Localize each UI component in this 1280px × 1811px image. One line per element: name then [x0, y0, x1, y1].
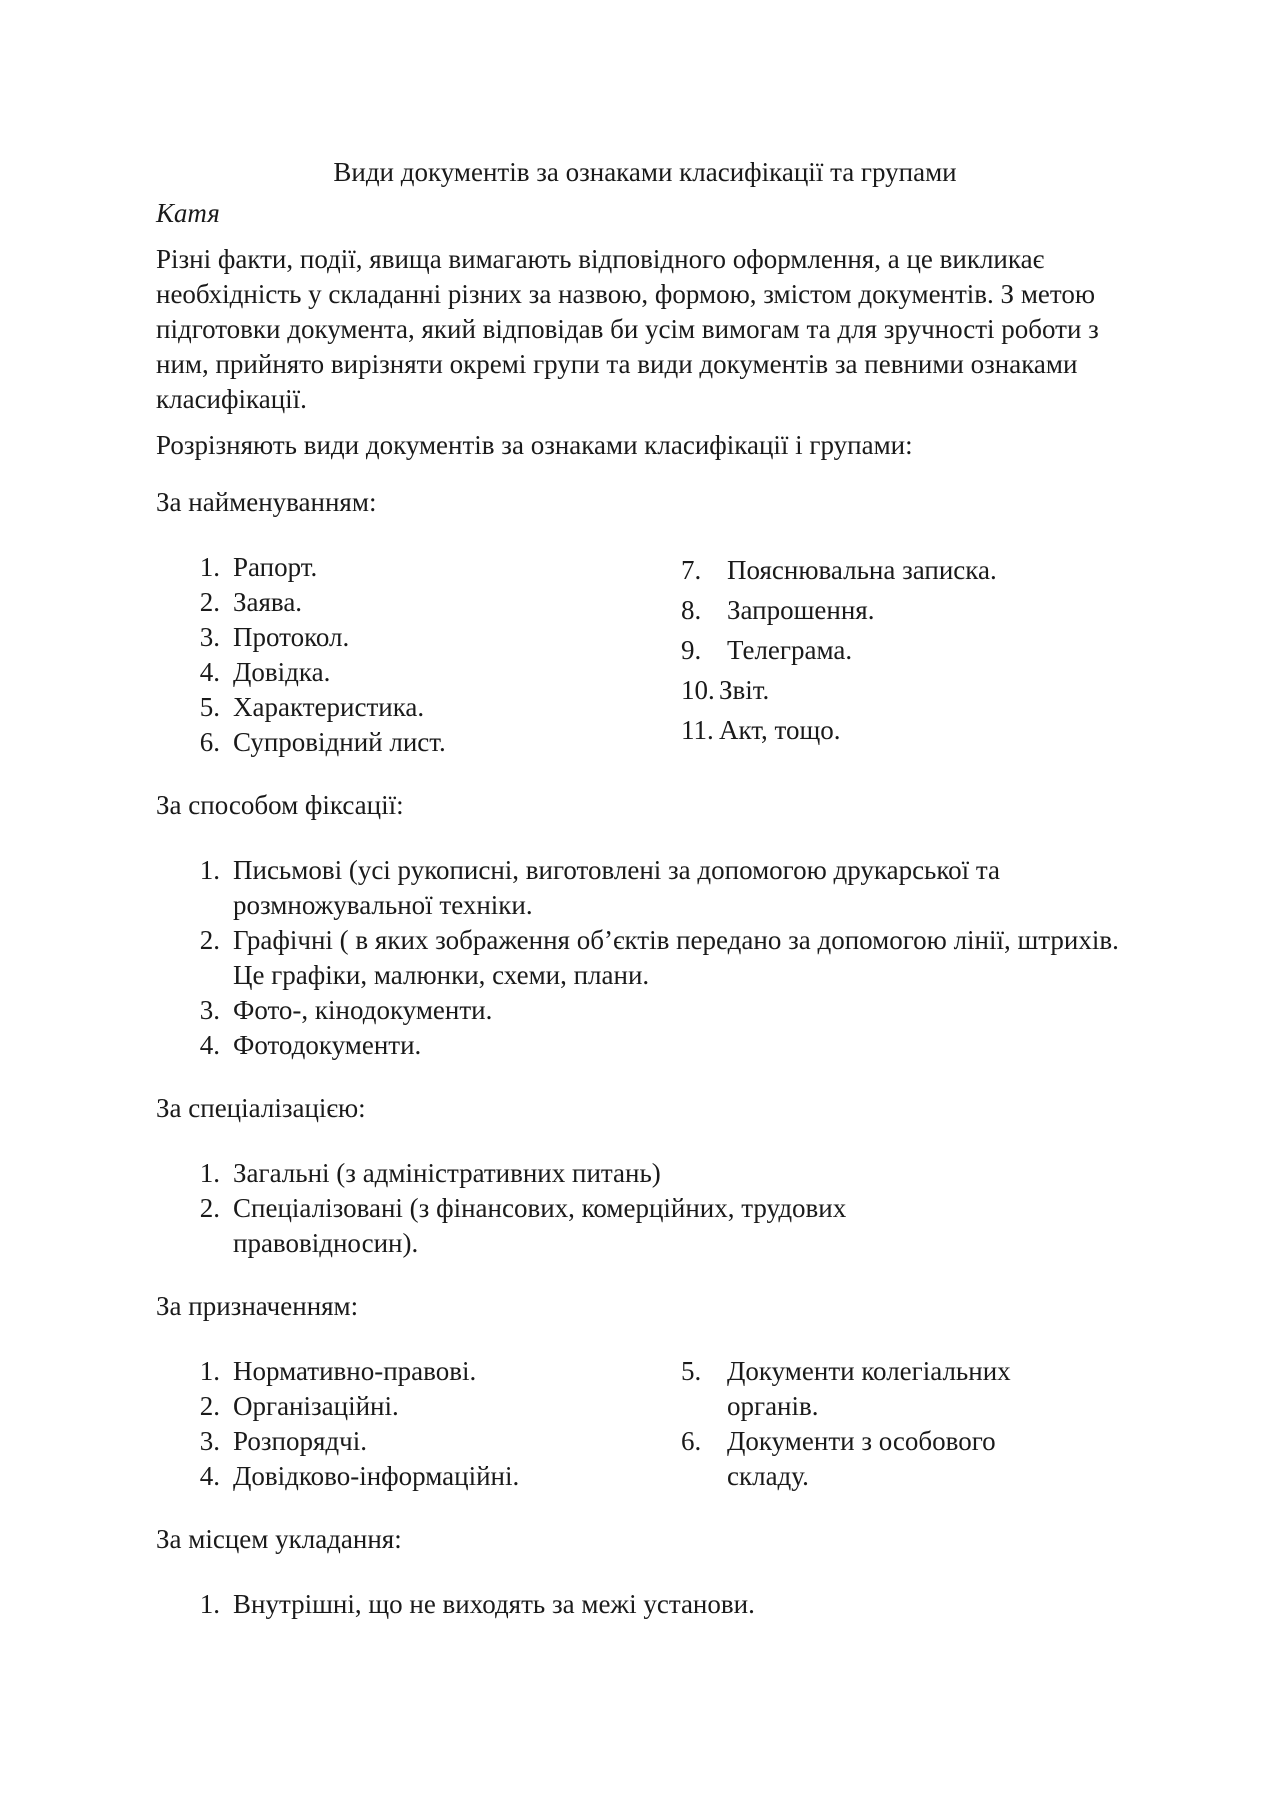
list-item: 11. Акт, тощо. [681, 715, 841, 745]
purpose-list-right [681, 1354, 1021, 1494]
special-list [156, 1156, 956, 1261]
intro-paragraph: Різні факти, події, явища вимагають відповідного оформлення, а це викликає необхідність у складанні різних за назвою, формою, змістом документів. З метою підготовки документа, який відповідав би усім вимогам та для зручності роботи з ним, прийнято вирізняти окремі групи та види документів за певними ознаками класифікації. [156, 244, 1099, 414]
name-list-left [156, 550, 681, 760]
list-item: 7. Пояснювальна записка. [681, 555, 997, 585]
purpose-group-lists [156, 1354, 1136, 1494]
place-list [156, 1587, 1136, 1622]
list-item: 1. Письмові (усі рукописні, виготовлені за допомогою друкарської та розмножувальної техніки. [199, 855, 1000, 920]
list-item: 4. Фотодокументи. [199, 1030, 422, 1060]
list-item: 3. Фото-, кінодокументи. [199, 995, 493, 1025]
name-list-right [681, 550, 1136, 750]
list-item: 6. Документи з особового складу. [681, 1426, 996, 1491]
special-group-label: За спеціалізацією: [156, 1093, 366, 1123]
list-item: 3. Розпорядчі. [199, 1426, 367, 1456]
list-item: 1. Загальні (з адміністративних питань) [199, 1158, 661, 1188]
document-page [156, 150, 1136, 1622]
list-item: 6. Супровідний лист. [199, 727, 446, 757]
list-item: 1. Рапорт. [199, 552, 318, 582]
document-title: Види документів за ознаками класифікації та групами [333, 157, 957, 187]
name-group-label: За найменуванням: [156, 487, 377, 517]
list-item: 5. Характеристика. [199, 692, 425, 722]
purpose-group-label: За призначенням: [156, 1291, 359, 1321]
list-item: 2. Заява. [199, 587, 303, 617]
list-item: 8. Запрошення. [681, 595, 875, 625]
lead-paragraph: Розрізняють види документів за ознаками класифікації і групами: [156, 430, 913, 460]
name-group-lists [156, 550, 1136, 760]
list-item: 2. Організаційні. [199, 1391, 399, 1421]
place-group-label: За місцем укладання: [156, 1524, 402, 1554]
list-item: 1. Нормативно-правові. [199, 1356, 477, 1386]
list-item: 1. Внутрішні, що не виходять за межі установи. [199, 1589, 755, 1619]
purpose-list-left [156, 1354, 681, 1494]
fixation-list [156, 853, 1136, 1063]
list-item: 4. Довідка. [199, 657, 331, 687]
list-item: 10. Звіт. [681, 675, 770, 705]
list-item: 5. Документи колегіальних органів. [681, 1356, 1011, 1421]
list-item: 2. Графічні ( в яких зображення об’єктів передано за допомогою лінії, штрихів. Це графіки, малюнки, схеми, плани. [199, 925, 1119, 990]
list-item: 2. Спеціалізовані (з фінансових, комерційних, трудових правовідносин). [199, 1193, 847, 1258]
author-name: Катя [156, 198, 220, 228]
list-item: 9. Телеграма. [681, 635, 853, 665]
fixation-group-label: За способом фіксації: [156, 790, 404, 820]
list-item: 4. Довідково-інформаційні. [199, 1461, 520, 1491]
list-item: 3. Протокол. [199, 622, 350, 652]
